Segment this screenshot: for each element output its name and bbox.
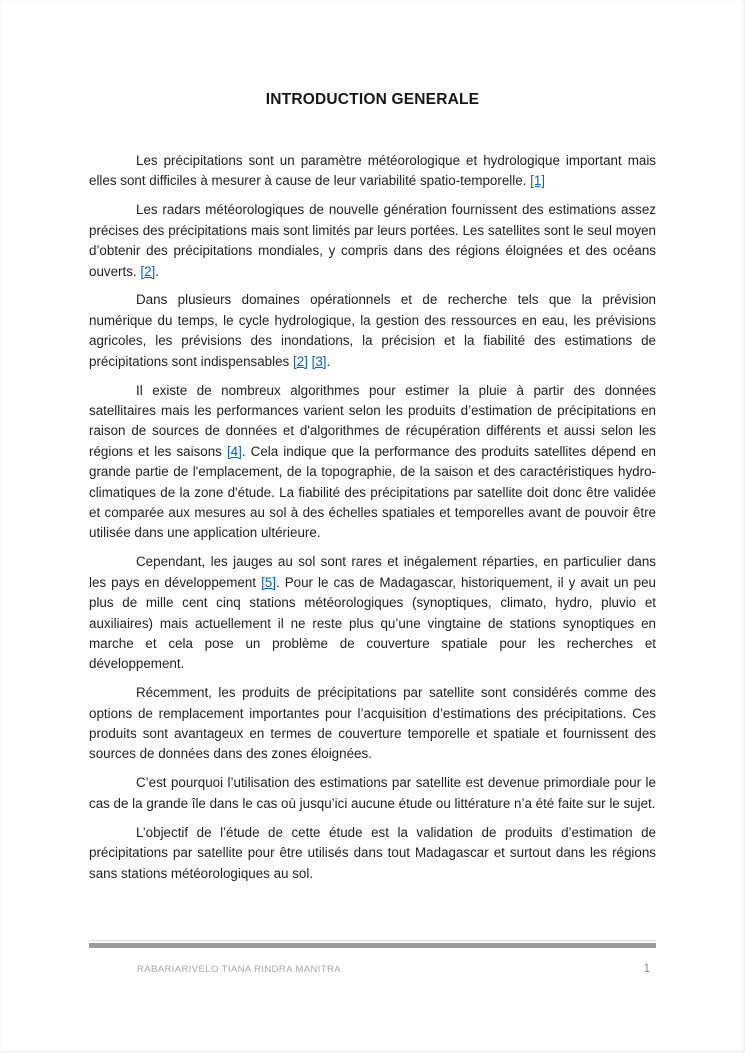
citation-link[interactable]: [3] bbox=[311, 353, 327, 369]
citation-link[interactable]: [2] bbox=[140, 263, 156, 279]
document-body bbox=[89, 151, 656, 884]
citation-link[interactable]: [5] bbox=[261, 574, 276, 590]
page-title: INTRODUCTION GENERALE bbox=[265, 91, 480, 108]
citation-link[interactable]: [2] bbox=[292, 353, 308, 369]
paragraph: Les radars météorologiques de nouvelle génération fournissent des estimations assez précises des précipitations mais sont limités par leurs portées. Les satellites sont le seul moyen d’obtenir des précipitations mondiales, y compris dans des régions éloignées et des océans ouverts. [2]. bbox=[89, 202, 656, 279]
footer-row bbox=[89, 961, 656, 975]
paragraph: Les précipitations sont un paramètre météorologique et hydrologique important mais elles sont difficiles à mesurer à cause de leur variabilité spatio-temporelle. [1] bbox=[89, 153, 656, 189]
paragraph: L’objectif de l’étude de cette étude est la validation de produits d’estimation de précipitations par satellite pour être utilisés dans tout Madagascar et surtout dans les régions sans stations météorologiques au sol. bbox=[89, 824, 656, 881]
document-content bbox=[89, 0, 656, 892]
footer-rule-thick bbox=[89, 943, 656, 948]
paragraph: Récemment, les produits de précipitations par satellite sont considérés comme des options de remplacement importantes pour l’acquisition d’estimations des précipitations. Ces produits sont avantageux en termes de couverture temporelle et spatiale et fournissent des sources de données dans des zones éloignées. bbox=[89, 685, 656, 762]
paragraph: Dans plusieurs domaines opérationnels et de recherche tels que la prévision numérique du temps, le cycle hydrologique, la gestion des ressources en eau, les prévisions agricoles, les prévisions des inondations, la précision et la fiabilité des estimations de précipitations sont indispensables [2] [3]. bbox=[89, 292, 656, 369]
paragraph: Cependant, les jauges au sol sont rares et inégalement réparties, en particulier dans les pays en développement [5]. Pour le cas de Madagascar, historiquement, il y avait un peu plus de mille cent cinq stations météorologiques (synoptiques, climato, hydro, pluvio et auxiliaires) mais actuellement il ne reste plus qu’une vingtaine de stations synoptiques en marche et cela pose un problème de couverture spatiale pour les recherches et développement. bbox=[89, 554, 656, 672]
footer-page-number: 1 bbox=[643, 961, 650, 975]
paragraph: C’est pourquoi l’utilisation des estimations par satellite est devenue primordiale pour le cas de la grande île dans le cas où jusqu’ici aucune étude ou littérature n’a été faite sur le sujet. bbox=[89, 775, 656, 811]
footer-author: RABARIARIVELO TIANA RINDRA MANITRA bbox=[137, 964, 341, 975]
citation-link[interactable]: [1] bbox=[530, 173, 546, 189]
citation-link[interactable]: [4] bbox=[226, 443, 242, 459]
footer-rule-thin bbox=[89, 940, 656, 941]
paragraph: Il existe de nombreux algorithmes pour estimer la pluie à partir des données satellitaires mais les performances varient selon les produits d’estimation de précipitations en raison de sources de données et d'algorithmes de récupération différents et aussi selon les régions et les saisons [4]. Cela indique que la performance des produits satellites dépend en grande partie de l'emplacement, de la topographie, de la saison et des caractéristiques hydro-climatiques de la zone d'étude. La fiabilité des précipitations par satellite doit donc être validée et comparée aux mesures au sol à des échelles spatiales et temporelles avant de pouvoir être utilisée dans une application ultérieure. bbox=[89, 382, 656, 541]
page-footer bbox=[89, 940, 656, 975]
